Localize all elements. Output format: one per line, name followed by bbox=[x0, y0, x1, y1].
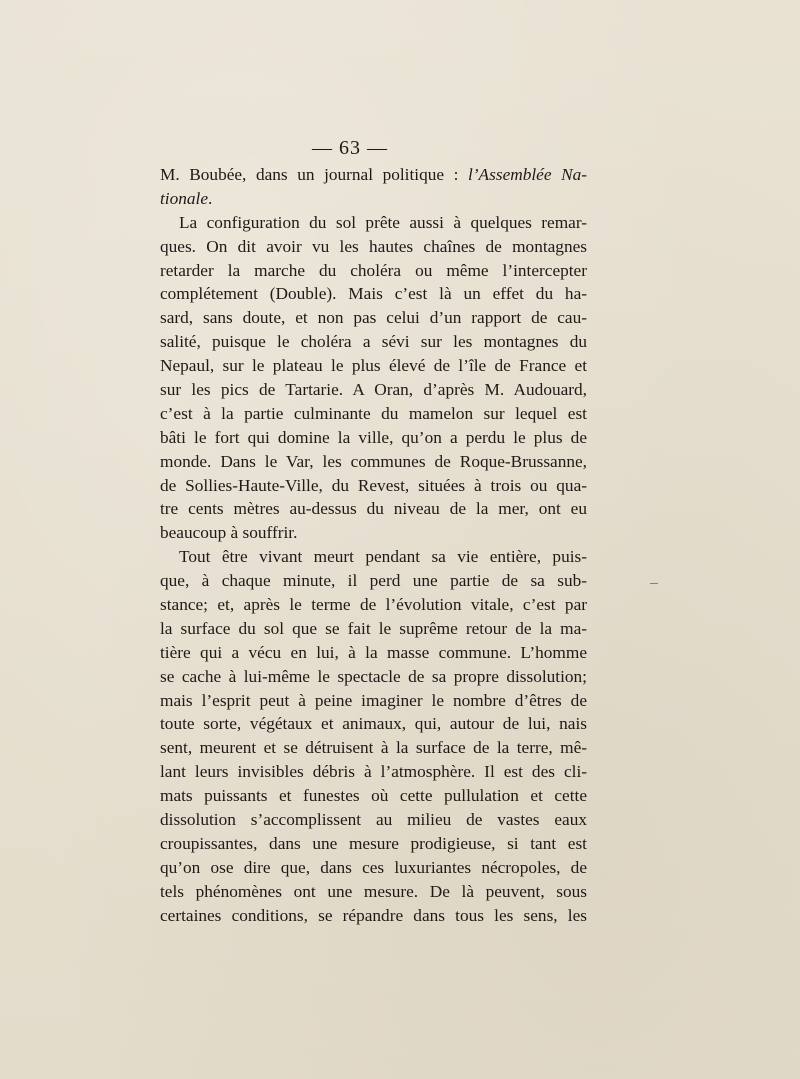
line-text: Nepaul, sur le plateau le plus élevé de l’île de France et bbox=[160, 356, 587, 376]
text-line bbox=[160, 784, 587, 808]
text-line bbox=[160, 665, 587, 689]
line-text: salité, puisque le choléra a sévi sur les montagnes du bbox=[160, 332, 587, 352]
text-line bbox=[160, 474, 587, 498]
margin-mark bbox=[650, 583, 658, 584]
text-line bbox=[160, 235, 587, 259]
text-line bbox=[160, 497, 587, 521]
text-line bbox=[160, 402, 587, 426]
text-line bbox=[160, 641, 587, 665]
text-line bbox=[160, 521, 587, 545]
line-text: tels phénomènes ont une mesure. De là peuvent, sous bbox=[160, 881, 587, 901]
text-line bbox=[160, 736, 587, 760]
line-text: complétement (Double). Mais c’est là un effet du ha- bbox=[160, 284, 587, 304]
text-line bbox=[160, 593, 587, 617]
body-text bbox=[160, 163, 587, 928]
line-text: bâti le fort qui domine la ville, qu’on a perdu le plus de bbox=[160, 427, 587, 447]
text-line bbox=[160, 330, 587, 354]
line-text: La configuration du sol prête aussi à quelques remar- bbox=[179, 212, 587, 232]
line-text: sur les pics de Tartarie. A Oran, d’après M. Audouard, bbox=[160, 380, 587, 400]
text-line bbox=[160, 545, 587, 569]
line-text: tière qui a vécu en lui, à la masse commune. L’homme bbox=[160, 642, 587, 662]
line-text: dissolution s’accomplissent au milieu de vastes eaux bbox=[160, 810, 587, 830]
line-text: Tout être vivant meurt pendant sa vie entière, puis- bbox=[179, 547, 587, 567]
line-text: retarder la marche du choléra ou même l’intercepter bbox=[160, 260, 587, 280]
line-text: beaucoup à souffrir. bbox=[160, 523, 298, 543]
italic-text: tionale bbox=[160, 188, 208, 208]
text-line bbox=[160, 689, 587, 713]
line-text: de Sollies-Haute-Ville, du Revest, situées à trois ou qua- bbox=[160, 475, 587, 495]
line-text: croupissantes, dans une mesure prodigieuse, si tant est bbox=[160, 833, 587, 853]
text-line bbox=[160, 569, 587, 593]
line-text: mais l’esprit peut à peine imaginer le nombre d’êtres de bbox=[160, 690, 587, 710]
line-text: tre cents mètres au-dessus du niveau de la mer, ont eu bbox=[160, 499, 587, 519]
punctuation: . bbox=[208, 188, 213, 208]
line-text: stance; et, après le terme de l’évolution vitale, c’est par bbox=[160, 595, 587, 615]
page-number: — 63 — bbox=[312, 137, 388, 159]
line-text: mats puissants et funestes où cette pullulation et cette bbox=[160, 786, 587, 806]
text-line bbox=[160, 211, 587, 235]
line-text: certaines conditions, se répandre dans tous les sens, les bbox=[160, 905, 587, 925]
text-line bbox=[160, 712, 587, 736]
text-line bbox=[160, 450, 587, 474]
text-line bbox=[160, 880, 587, 904]
text-line bbox=[160, 808, 587, 832]
line-text: monde. Dans le Var, les communes de Roque-Brussanne, bbox=[160, 451, 587, 471]
text-line bbox=[160, 187, 587, 211]
line-text: la surface du sol que se fait le suprême retour de la ma- bbox=[160, 618, 587, 638]
line-text: se cache à lui-même le spectacle de sa propre dissolution; bbox=[160, 666, 587, 686]
text-line bbox=[160, 306, 587, 330]
text-line bbox=[160, 426, 587, 450]
text-line bbox=[160, 760, 587, 784]
line-text: M. Boubée, dans un journal politique : bbox=[160, 165, 468, 184]
text-line bbox=[160, 163, 587, 187]
line-text: ques. On dit avoir vu les hautes chaînes de montagnes bbox=[160, 236, 587, 256]
text-line bbox=[160, 617, 587, 641]
line-text: c’est à la partie culminante du mamelon sur lequel est bbox=[160, 403, 587, 423]
line-text: sard, sans doute, et non pas celui d’un rapport de cau- bbox=[160, 308, 587, 328]
italic-text: l’Assemblée Na- bbox=[468, 165, 587, 184]
line-text: toute sorte, végétaux et animaux, qui, autour de lui, nais bbox=[160, 714, 587, 734]
line-text: que, à chaque minute, il perd une partie de sa sub- bbox=[160, 571, 587, 591]
text-line bbox=[160, 904, 587, 928]
text-line bbox=[160, 354, 587, 378]
text-line bbox=[160, 282, 587, 306]
text-line bbox=[160, 832, 587, 856]
line-text: qu’on ose dire que, dans ces luxuriantes nécropoles, de bbox=[160, 857, 587, 877]
text-line bbox=[160, 856, 587, 880]
line-text: sent, meurent et se détruisent à la surface de la terre, mê- bbox=[160, 738, 587, 758]
text-line bbox=[160, 259, 587, 283]
line-text: lant leurs invisibles débris à l’atmosphère. Il est des cli- bbox=[160, 762, 587, 782]
text-line bbox=[160, 378, 587, 402]
